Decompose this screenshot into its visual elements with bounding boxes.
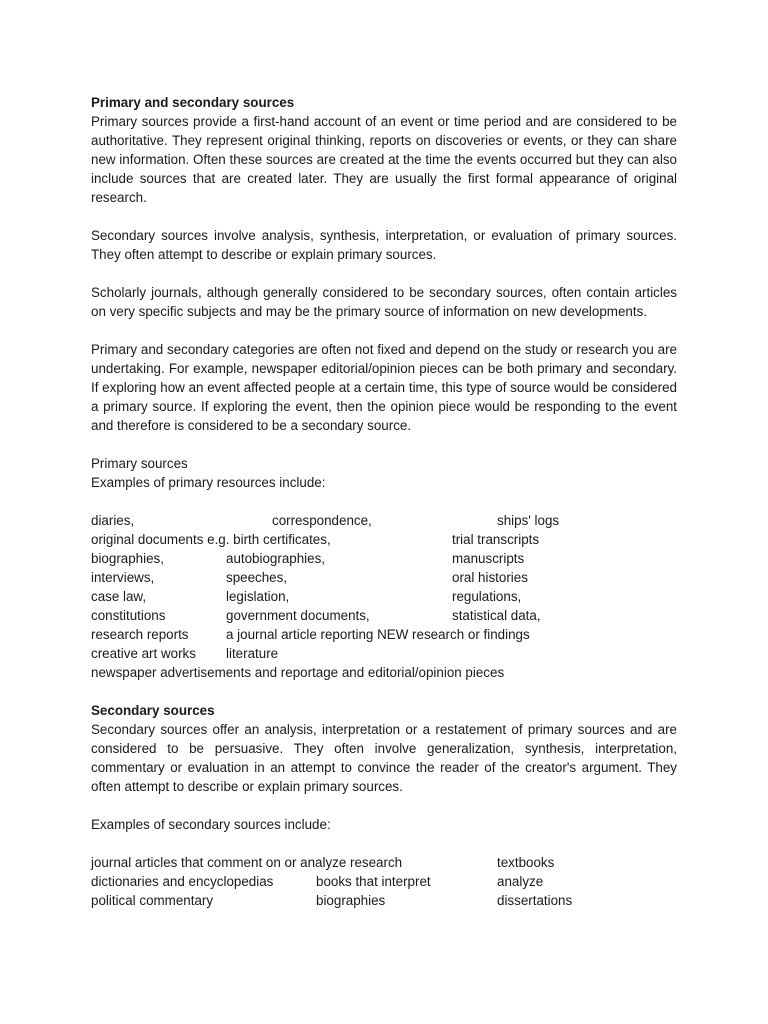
secondary-example-row <box>91 872 677 891</box>
primary-example-item: government documents, <box>226 608 370 623</box>
primary-example-item: ships' logs <box>497 513 560 528</box>
secondary-example-item: dissertations <box>497 893 573 908</box>
scholarly-journals-paragraph: Scholarly journals, although generally considered to be secondary sources, often contain articles on very specific subjects and may be the primary source of information on new developments. <box>91 285 677 319</box>
primary-example-item: a journal article reporting NEW research or findings <box>226 627 530 642</box>
primary-example-item: autobiographies, <box>226 551 326 566</box>
primary-example-item: literature <box>226 646 279 661</box>
spacer <box>91 207 677 226</box>
secondary-example-item: books that interpret <box>316 874 431 889</box>
spacer <box>91 321 677 340</box>
primary-example-item: manuscripts <box>452 551 525 566</box>
secondary-example-row <box>91 853 677 872</box>
categories-paragraph: Primary and secondary categories are often not fixed and depend on the study or research you are undertaking. For example, newspaper editorial/opinion pieces can be both primary and secondary. If exploring how an event affected people at a certain time, this type of source would be considered a primary source. If exploring the event, then the opinion piece would be responding to the event and therefore is considered to be a secondary source. <box>91 342 677 433</box>
secondary-examples-list <box>91 853 677 910</box>
secondary-example-item: analyze <box>497 874 544 889</box>
primary-example-row <box>91 549 677 568</box>
spacer <box>91 492 677 511</box>
secondary-definition-paragraph: Secondary sources involve analysis, synthesis, interpretation, or evaluation of primary sources. They often attempt to describe or explain primary sources. <box>91 228 677 262</box>
primary-example-row <box>91 644 677 663</box>
primary-example-item: case law, <box>91 589 147 604</box>
intro-paragraph: Primary sources provide a first-hand account of an event or time period and are considered to be authoritative. They represent original thinking, reports on discoveries or events, or they can share new information. Often these sources are created at the time the events occurred but they can also include sources that are created later. They are usually the first formal appearance of original research. <box>91 114 677 205</box>
secondary-example-item: dictionaries and encyclopedias <box>91 874 274 889</box>
secondary-example-item: political commentary <box>91 893 214 908</box>
primary-example-row <box>91 606 677 625</box>
primary-example-row <box>91 511 677 530</box>
spacer <box>91 834 677 853</box>
secondary-examples-intro: Examples of secondary sources include: <box>91 817 331 832</box>
primary-sources-heading: Primary sources <box>91 456 188 471</box>
primary-example-row <box>91 530 677 549</box>
primary-example-item: legislation, <box>226 589 290 604</box>
secondary-sources-paragraph: Secondary sources offer an analysis, interpretation or a restatement of primary sources and are considered to be persuasive. They often involve generalization, synthesis, interpretation, commentary or evaluation in an attempt to convince the reader of the creator's argument. They often attempt to describe or explain primary sources. <box>91 722 677 794</box>
secondary-example-row <box>91 891 677 910</box>
primary-example-item: creative art works <box>91 646 196 661</box>
primary-example-item: oral histories <box>452 570 528 585</box>
secondary-sources-heading: Secondary sources <box>91 703 215 718</box>
primary-example-item: diaries, <box>91 513 135 528</box>
primary-example-item: interviews, <box>91 570 155 585</box>
primary-example-item: research reports <box>91 627 189 642</box>
document-title: Primary and secondary sources <box>91 95 295 110</box>
primary-example-item: regulations, <box>452 589 522 604</box>
primary-example-row <box>91 625 677 644</box>
secondary-example-item: biographies <box>316 893 386 908</box>
spacer <box>91 264 677 283</box>
primary-example-item: trial transcripts <box>452 532 540 547</box>
primary-example-item: constitutions <box>91 608 166 623</box>
primary-example-row <box>91 587 677 606</box>
spacer <box>91 435 677 454</box>
primary-example-row <box>91 568 677 587</box>
secondary-example-item: textbooks <box>497 855 555 870</box>
spacer <box>91 796 677 815</box>
primary-example-item: correspondence, <box>272 513 372 528</box>
primary-example-item: speeches, <box>226 570 288 585</box>
document-page <box>91 93 677 910</box>
primary-examples-list <box>91 511 677 663</box>
secondary-example-item: journal articles that comment on or analyze research <box>91 855 403 870</box>
primary-example-item: statistical data, <box>452 608 541 623</box>
primary-example-item: original documents e.g. birth certificates, <box>91 532 331 547</box>
primary-examples-last-line: newspaper advertisements and reportage and editorial/opinion pieces <box>91 665 505 680</box>
spacer <box>91 682 677 701</box>
primary-examples-intro: Examples of primary resources include: <box>91 475 326 490</box>
primary-example-item: biographies, <box>91 551 164 566</box>
